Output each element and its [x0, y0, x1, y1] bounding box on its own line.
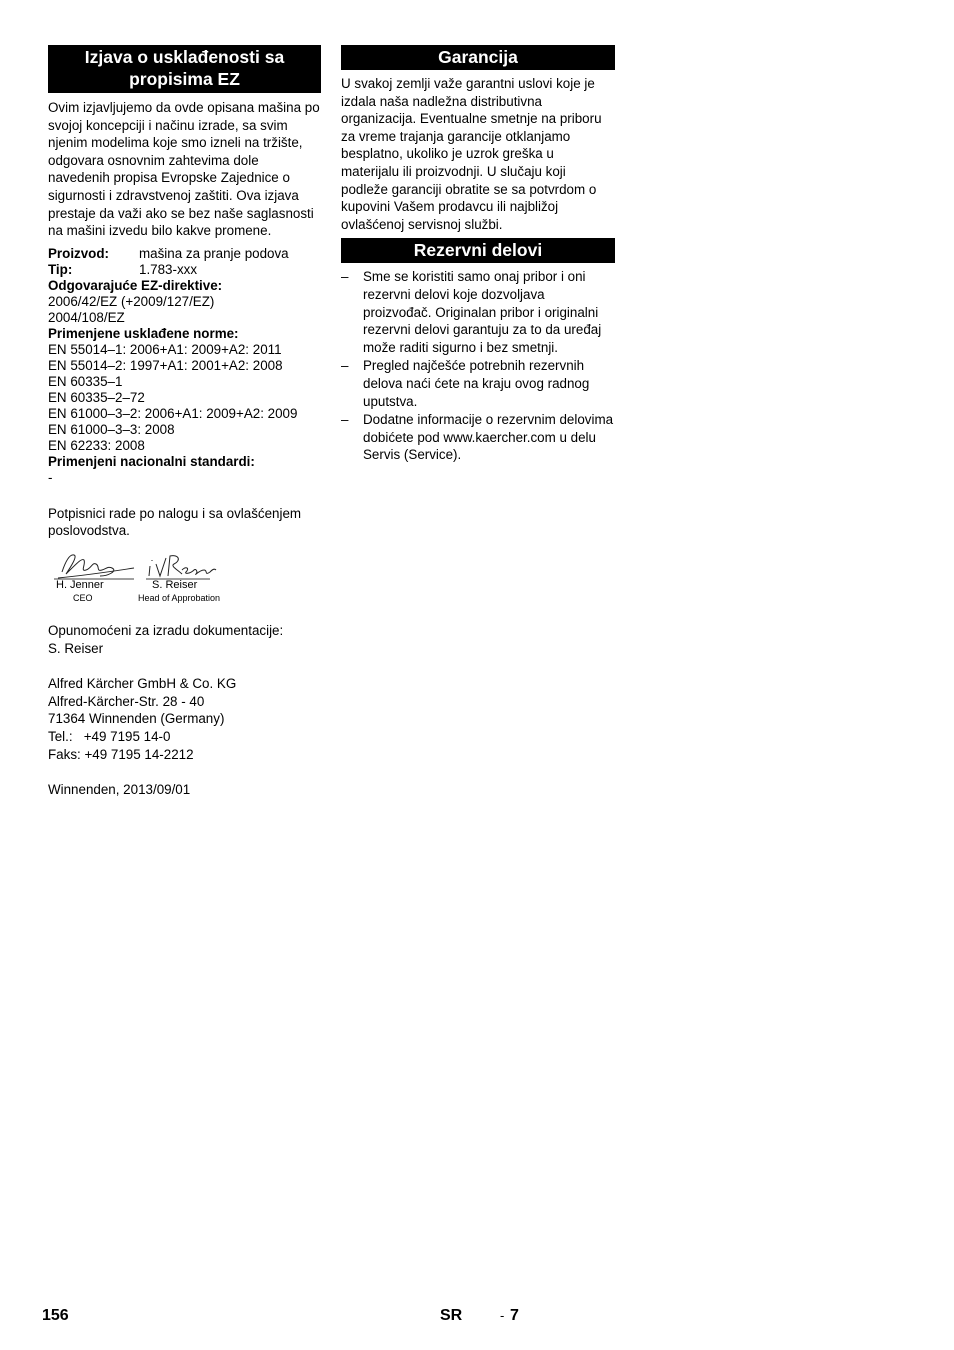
- norm-item: EN 61000–3–3: 2008: [48, 421, 175, 437]
- national-standards-label: Primenjeni nacionalni standardi:: [48, 453, 255, 469]
- directive-item: 2006/42/EZ (+2009/127/EZ): [48, 293, 215, 309]
- norm-item: EN 60335–1: [48, 373, 123, 389]
- list-item: [341, 411, 615, 464]
- list-item: [341, 268, 615, 356]
- warranty-column: [341, 45, 615, 465]
- signer2-name: S. Reiser: [152, 578, 198, 591]
- norm-item: EN 62233: 2008: [48, 437, 145, 453]
- product-row: [48, 246, 321, 262]
- type-row: [48, 262, 321, 278]
- place-date: Winnenden, 2013/09/01: [48, 782, 191, 798]
- address-line: Alfred Kärcher GmbH & Co. KG: [48, 676, 237, 692]
- section-page-number: 7: [510, 1307, 519, 1324]
- list-item-text: Pregled najčešće potrebnih rezervnih delova naći ćete na kraju ovog radnog uputstva.: [363, 358, 590, 409]
- warranty-text: U svakoj zemlji važe garantni uslovi koje je izdala naša nadležna distributivna organizacija. Eventualne smetnje na priboru za vreme trajanja garancije otklanjamo besplatno, ukoliko je uzrok greška u materijalu ili proizvodnji. U slučaju koji podleže garanciji obratite se sa potvrdom o kupovini Vašem prodavcu ili najbližoj ovlašćenoj servisnoj službi.: [341, 76, 602, 232]
- directive-item: 2004/108/EZ: [48, 309, 125, 325]
- address-line: 71364 Winnenden (Germany): [48, 711, 225, 727]
- authorized-name: S. Reiser: [48, 640, 104, 656]
- footer-separator: -: [500, 1308, 505, 1323]
- declaration-heading: Izjava o usklađenosti sa propisima EZ: [48, 45, 321, 93]
- norm-item: EN 55014–2: 1997+A1: 2001+A2: 2008: [48, 357, 283, 373]
- norm-item: EN 60335–2–72: [48, 389, 145, 405]
- spare-parts-heading: Rezervni delovi: [341, 238, 615, 263]
- language-code: SR: [440, 1307, 463, 1324]
- product-label: Proizvod:: [48, 245, 110, 261]
- authorized-label: Opunomoćeni za izradu dokumentacije:: [48, 622, 284, 638]
- dash-marker: –: [341, 269, 349, 285]
- address-line: Faks: +49 7195 14-2212: [48, 746, 194, 762]
- signature-block: [48, 550, 321, 612]
- page-number: 156: [42, 1307, 69, 1324]
- signer2-role: Head of Approbation: [138, 592, 221, 603]
- dash-marker: –: [341, 412, 349, 428]
- spare-parts-list: [341, 268, 615, 464]
- list-item: [341, 357, 615, 410]
- type-value: 1.783-xxx: [139, 261, 198, 277]
- list-item-text: Dodatne informacije o rezervnim delovima dobićete pod www.kaercher.com u delu Servis (Service).: [363, 412, 614, 463]
- norm-item: EN 61000–3–2: 2006+A1: 2009+A2: 2009: [48, 405, 298, 421]
- address-line: Tel.: +49 7195 14-0: [48, 728, 171, 744]
- norms-label: Primenjene usklađene norme:: [48, 325, 239, 341]
- warranty-heading: Garancija: [341, 45, 615, 70]
- address-line: Alfred-Kärcher-Str. 28 - 40: [48, 693, 205, 709]
- list-item-text: Sme se koristiti samo onaj pribor i oni rezervni delovi koje dozvoljava proizvođač. Originalan pribor i originalni rezervni delovi garantuju za to da uređaj može raditi sigurno i bez smetnji.: [363, 269, 602, 355]
- type-label: Tip:: [48, 261, 73, 277]
- signer1-role: CEO: [73, 592, 93, 603]
- national-standards-value: -: [48, 469, 53, 485]
- signer1-name: H. Jenner: [56, 578, 104, 591]
- declaration-column: [48, 45, 321, 799]
- product-value: mašina za pranje podova: [139, 245, 289, 261]
- dash-marker: –: [341, 358, 349, 374]
- norm-item: EN 55014–1: 2006+A1: 2009+A2: 2011: [48, 341, 282, 357]
- declaration-intro: Ovim izjavljujemo da ovde opisana mašina po svojoj koncepciji i načinu izrade, sa svim njenim modelima koje smo izneli na tržište, odgovara osnovnim zahtevima dole navedenih propisa Evropske Zajednice o sigurnosti i zdravstvenoj zaštiti. Ova izjava prestaje da važi ako se bez naše saglasnosti na mašini izvedu bilo kakve promene.: [48, 100, 320, 239]
- signatories-note: Potpisnici rade po nalogu i sa ovlašćenjem poslovodstva.: [48, 505, 302, 539]
- directives-label: Odgovarajuće EZ-direktive:: [48, 277, 223, 293]
